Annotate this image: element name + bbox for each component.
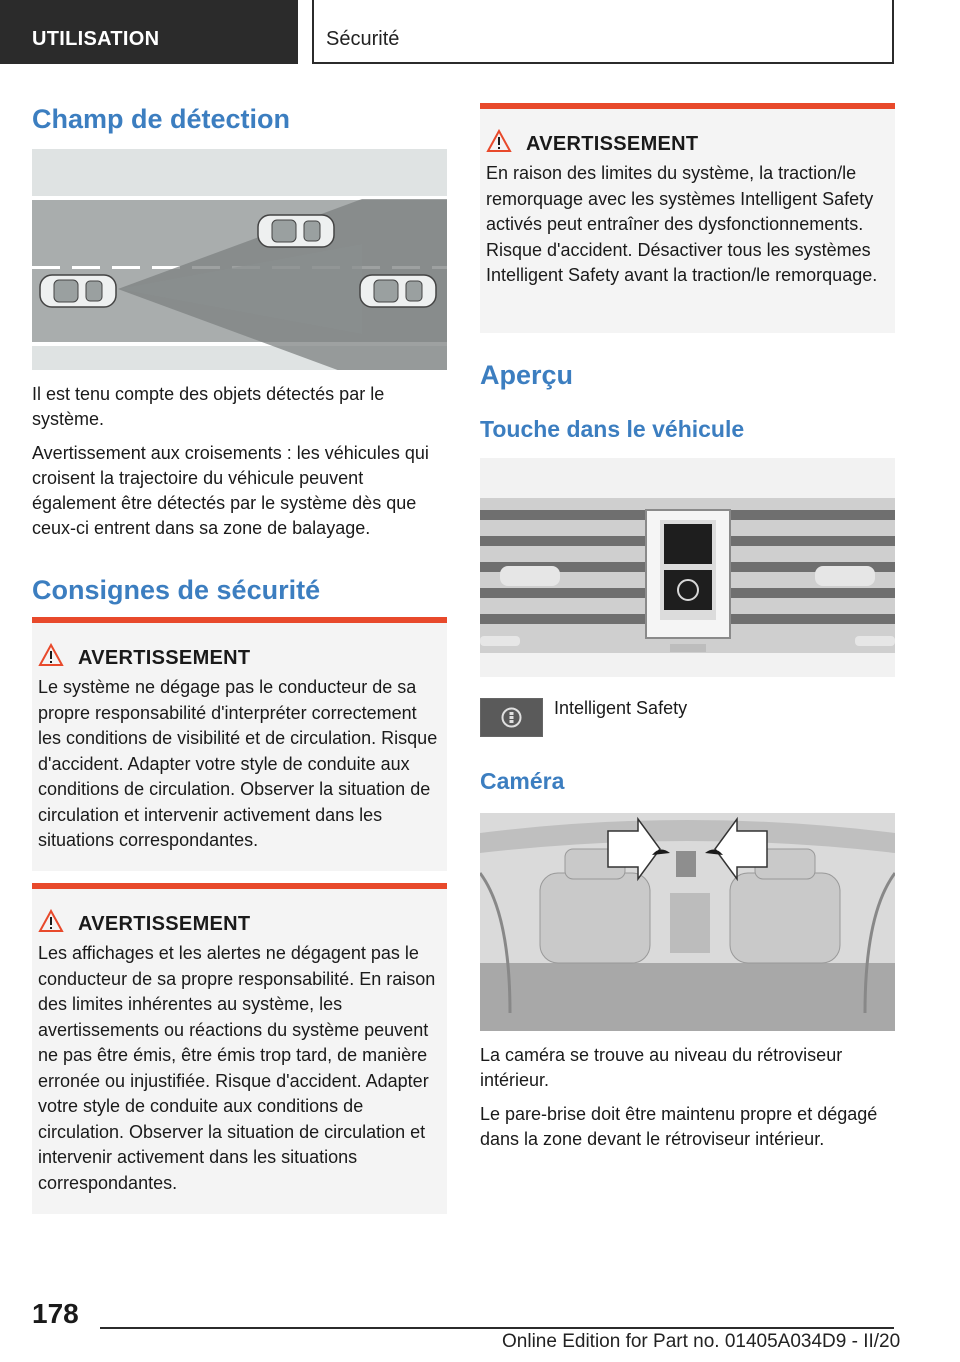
- warning-box-1: [32, 617, 447, 871]
- paragraph-crossing-warning: Avertissement aux croisements : les véhicules qui croisent la trajectoire du véhicule peuvent également être détectés par le système dès que ceux-ci entrent dans sa zone de balayage.: [32, 443, 429, 538]
- warning-box-2: [32, 883, 447, 1214]
- button-label: Intelligent Safety: [554, 698, 688, 718]
- footer-divider: [100, 1327, 894, 1329]
- section-tab: [312, 0, 894, 64]
- detection-field-illustration: [32, 149, 447, 370]
- warning-title: AVERTISSEMENT: [526, 133, 699, 155]
- warning-text: Les affichages et les alertes ne dégagent pas le conducteur de sa propre responsabilité. En raison des limites inhérentes au système, les avertissements ou réactions du système peuvent ne pas être émis, être émis trop tard, de manière erronée ou injustifiée. Risque d'accident. Adapter votre style de conduite aux conditions de circulation. Observer la situation de circulation et intervenir activement dans les situations correspondantes.: [38, 943, 436, 1193]
- camera-photo: [480, 813, 895, 1031]
- paragraph-camera-location: La caméra se trouve au niveau du rétroviseur intérieur.: [480, 1045, 843, 1090]
- warning-box-3: [480, 103, 895, 333]
- section-label: Sécurité: [326, 28, 400, 50]
- paragraph-objects: Il est tenu compte des objets détectés par le système.: [32, 384, 385, 429]
- paragraph-windshield: Le pare-brise doit être maintenu propre et dégagé dans la zone devant le rétroviseur intérieur.: [480, 1104, 878, 1149]
- title-overview: Aperçu: [480, 360, 574, 390]
- warning-triangle-icon: [38, 643, 64, 667]
- edition-note: Online Edition for Part no. 01405A034D9 - II/20: [502, 1331, 901, 1352]
- warning-title: AVERTISSEMENT: [78, 647, 251, 669]
- vehicle-button-photo: [480, 458, 895, 677]
- warning-triangle-icon: [486, 129, 512, 153]
- subtitle-vehicle-button: Touche dans le véhicule: [480, 416, 745, 442]
- subtitle-camera: Caméra: [480, 768, 565, 794]
- chapter-label: UTILISATION: [32, 28, 160, 50]
- page-number: 178: [32, 1298, 79, 1329]
- title-detection-field: Champ de détection: [32, 104, 291, 134]
- warning-text: Le système ne dégage pas le conducteur de sa propre responsabilité d'interpréter correctement les conditions de visibilité et de circulation. Risque d'accident. Adapter votre style de conduite aux conditions de circulation. Observer la situation de circulation et intervenir activement dans les situations correspondantes.: [38, 677, 438, 850]
- intelligent-safety-button-icon: [480, 698, 543, 737]
- warning-triangle-icon: [38, 909, 64, 933]
- warning-title: AVERTISSEMENT: [78, 913, 251, 935]
- title-safety-notes: Consignes de sécurité: [32, 575, 321, 605]
- warning-text: En raison des limites du système, la traction/le remorquage avec les systèmes Intelligent Safety activés peut entraîner des dysfonctionnements. Risque d'accident. Désactiver tous les systèmes Intelligent Safety avant la traction/le remorquage.: [486, 163, 878, 285]
- chapter-tab: [0, 0, 298, 64]
